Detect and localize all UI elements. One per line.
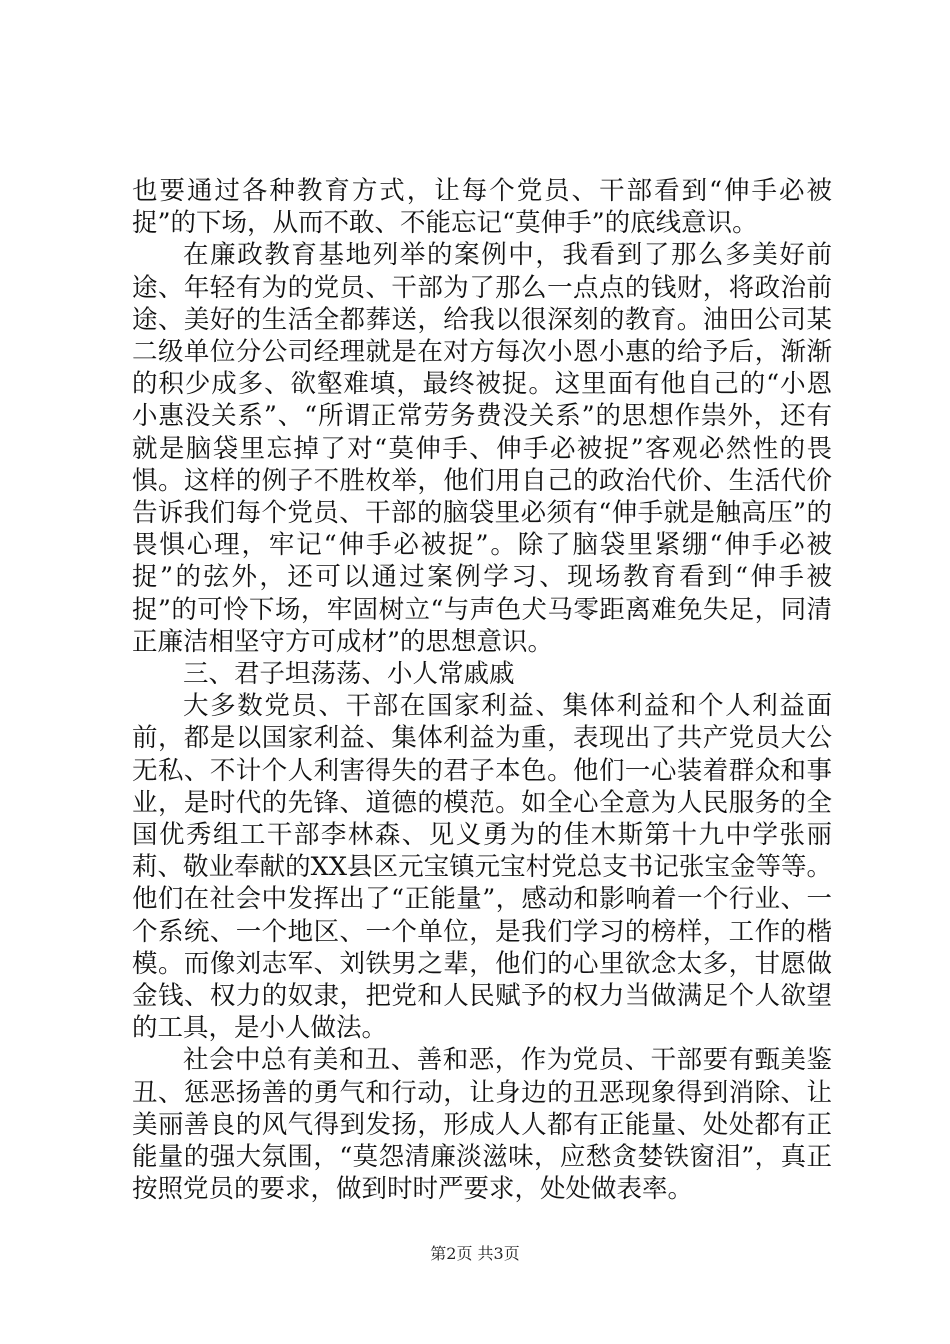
paragraph-case-study: 在廉政教育基地列举的案例中，我看到了那么多美好前途、年轻有为的党员、干部为了那么一点点的钱财，将政治前途、美好的生活全都葬送，给我以很深刻的教育。油田公司某二级单位分公司经理就是在对方每次小恩小惠的给予后，渐渐的积少成多、欲壑难填，最终被捉。这里面有他自己的“小恩小惠没关系”、“所谓正常劳务费没关系”的思想作祟外，还有就是脑袋里忘掉了对“莫伸手、伸手必被捉”客观必然性的畏惧。这样的例子不胜枚举，他们用自己的政治代价、生活代价告诉我们每个党员、干部的脑袋里必须有“伸手就是触高压”的畏惧心理，牢记“伸手必被捉”。除了脑袋里紧绷“伸手必被捉”的弦外，还可以通过案例学习、现场教育看到“伸手被捉”的可怜下场，牢固树立“与声色犬马零距离难免失足，同清正廉洁相坚守方可成材”的思想意识。 bbox=[132, 240, 832, 657]
document-body bbox=[132, 175, 832, 1206]
section-heading: 三、君子坦荡荡、小人常戚戚 bbox=[183, 659, 515, 690]
paragraph-conclusion: 社会中总有美和丑、善和恶，作为党员、干部要有甄美鉴丑、惩恶扬善的勇气和行动，让身边的丑恶现象得到消除、让美丽善良的风气得到发扬，形成人人都有正能量、处处都有正能量的强大氛围，“莫怨清廉淡滋味，应愁贪婪铁窗泪”，真正按照党员的要求，做到时时严要求，处处做表率。 bbox=[132, 1045, 832, 1205]
page-footer: 第2页 共3页 bbox=[430, 1244, 520, 1263]
paragraph-continuation: 也要通过各种教育方式，让每个党员、干部看到“伸手必被捉”的下场，从而不敢、不能忘记“莫伸手”的底线意识。 bbox=[132, 176, 832, 239]
paragraph-gentleman: 大多数党员、干部在国家利益、集体利益和个人利益面前，都是以国家利益、集体利益为重，表现出了共产党员大公无私、不计个人利害得失的君子本色。他们一心装着群众和事业，是时代的先锋、道德的模范。如全心全意为人民服务的全国优秀组工干部李林森、见义勇为的佳木斯第十九中学张丽莉、敬业奉献的XX县区元宝镇元宝村党总支书记张宝金等等。他们在社会中发挥出了“正能量”，感动和影响着一个行业、一个系统、一个地区、一个单位，是我们学习的榜样，工作的楷模。而像刘志军、刘铁男之辈，他们的心里欲念太多，甘愿做金钱、权力的奴隶，把党和人民赋予的权力当做满足个人欲望的工具，是小人做法。 bbox=[132, 691, 832, 1044]
